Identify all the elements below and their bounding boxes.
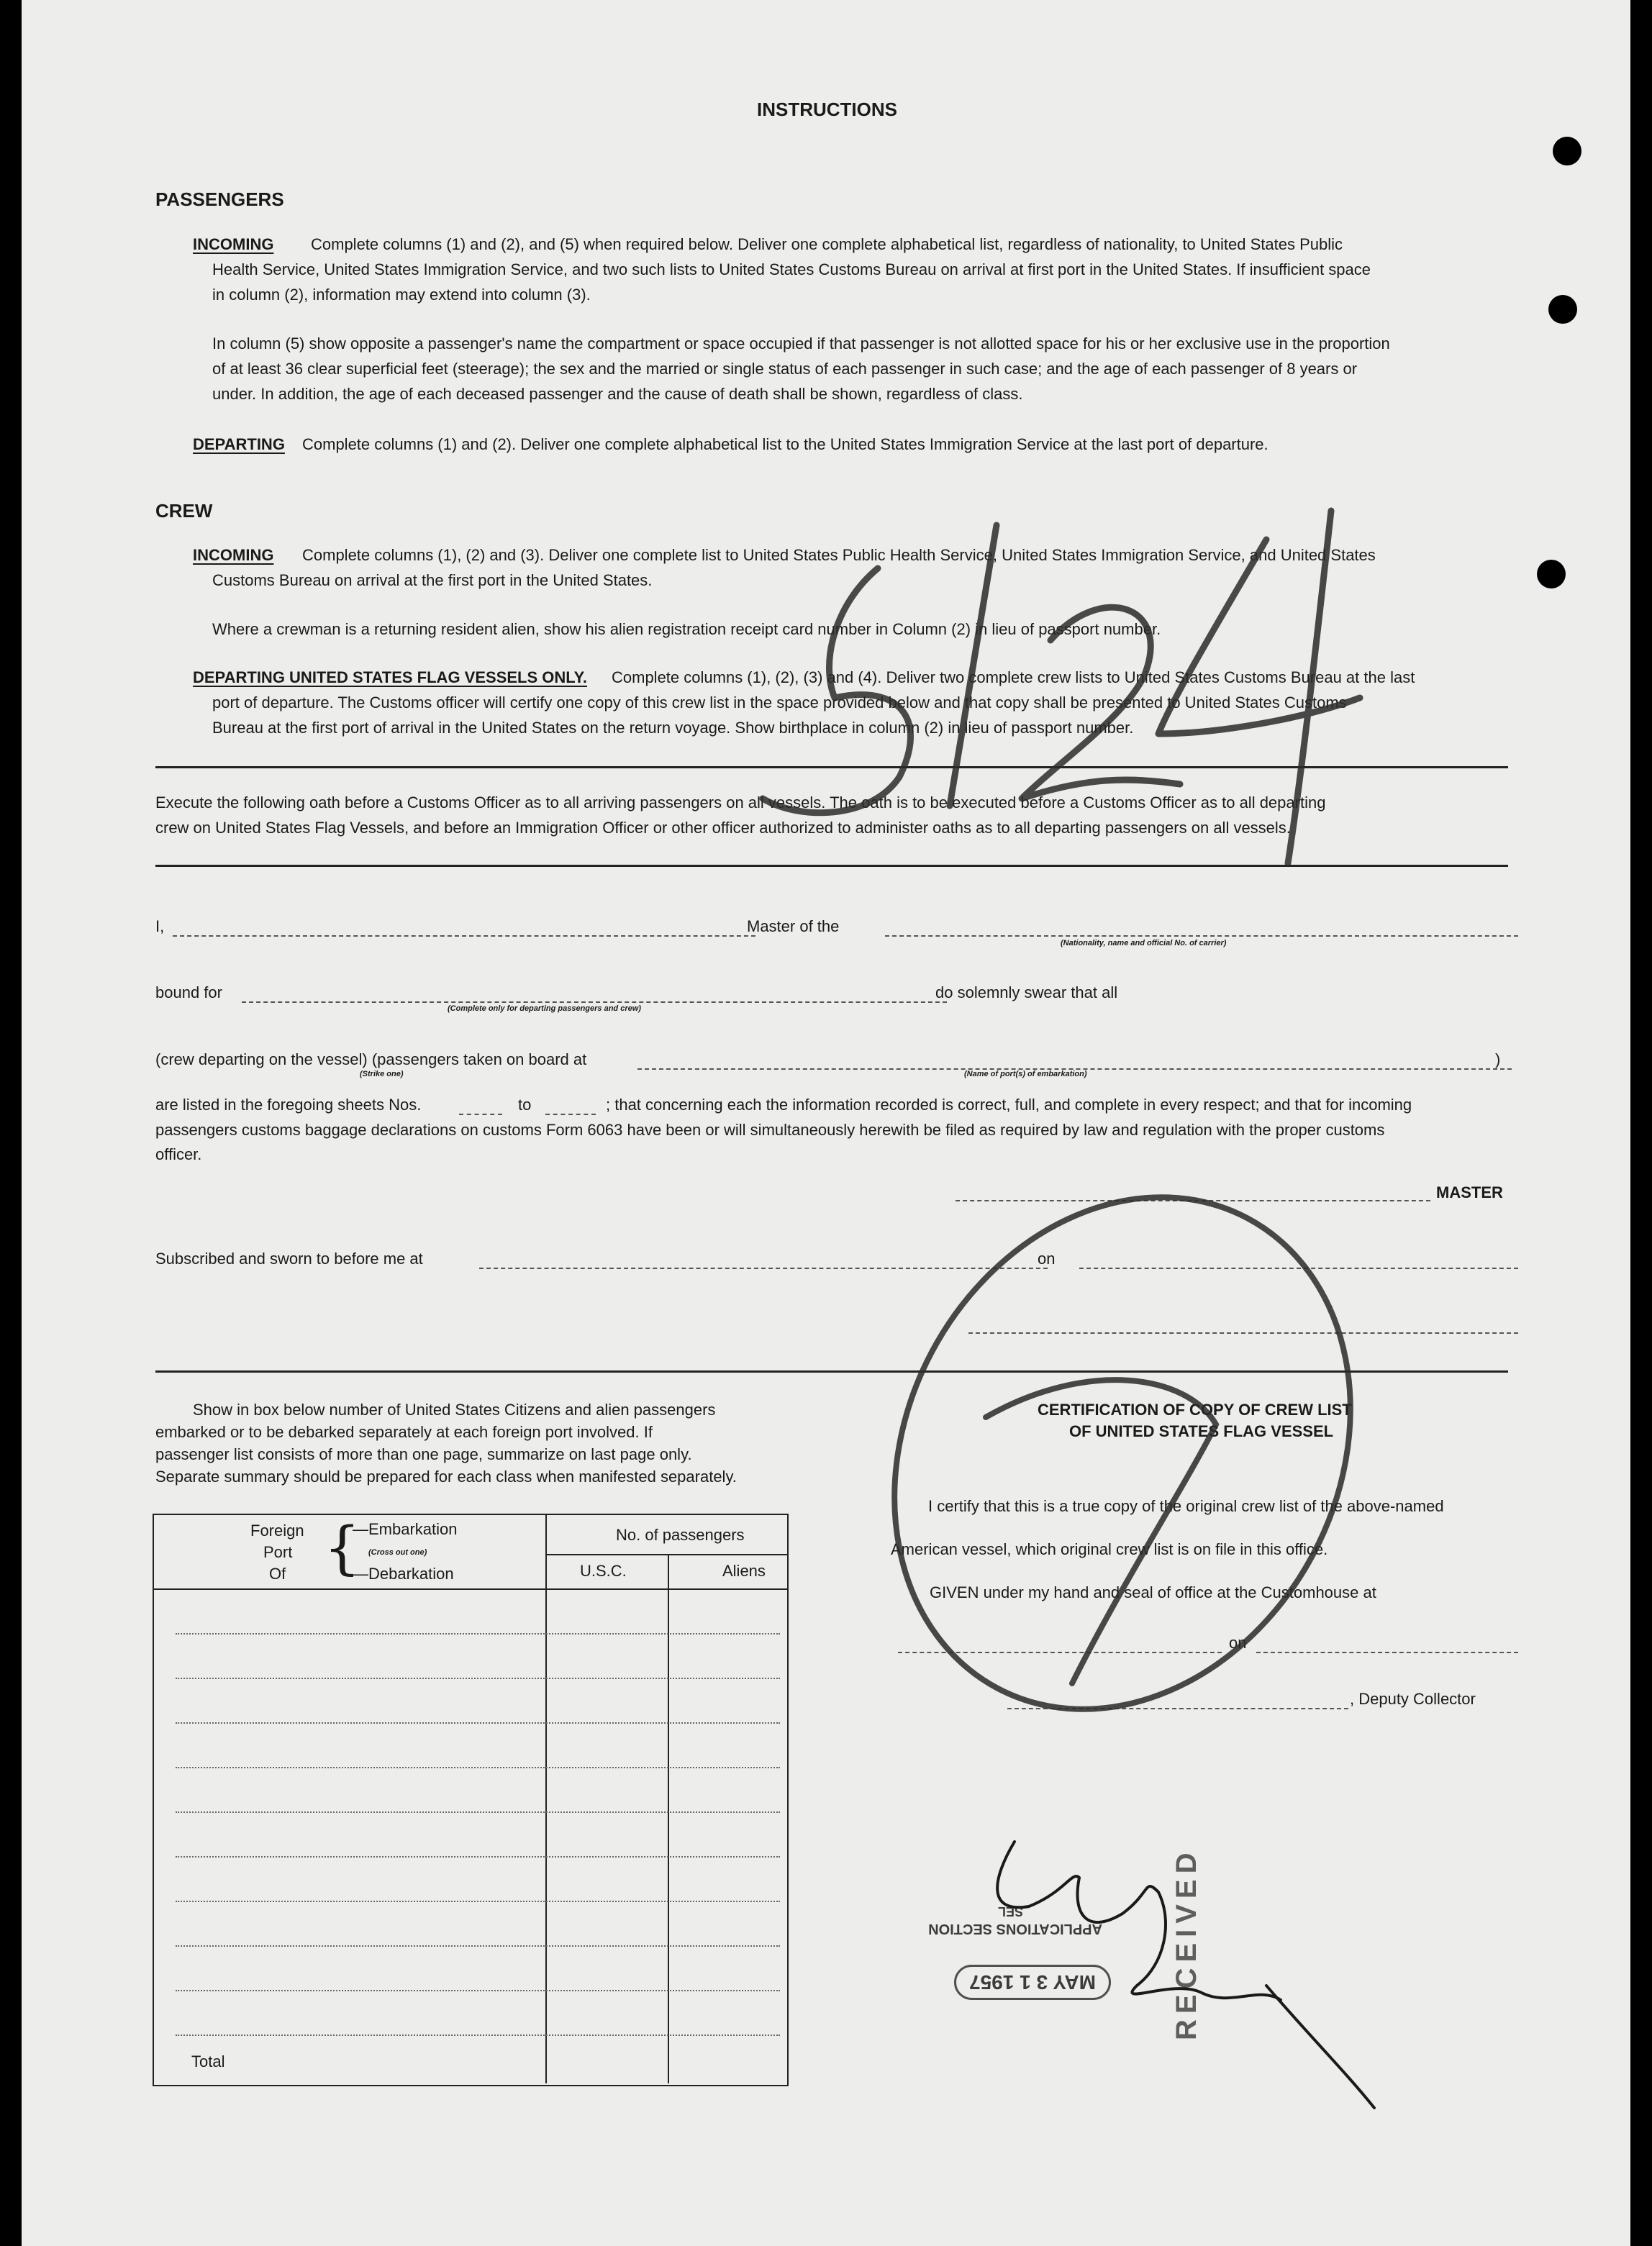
table-no-of-passengers: No. of passengers	[616, 1526, 745, 1544]
complete-only-note: (Complete only for departing passengers and crew)	[448, 1004, 641, 1013]
table-header-divider	[153, 1588, 787, 1590]
table-row[interactable]	[176, 1633, 780, 1635]
given-line: GIVEN under my hand and seal of office at the Customhouse at	[930, 1583, 1376, 1601]
table-row[interactable]	[176, 1722, 780, 1724]
crew-incoming-line-2: Customs Bureau on arrival at the first port in the United States.	[212, 571, 653, 589]
table-row[interactable]	[176, 1678, 780, 1679]
passengers-departing-label: DEPARTING	[193, 435, 285, 453]
punch-hole-middle	[1548, 295, 1577, 324]
table-col-divider-1	[545, 1514, 547, 2083]
officer-signature-field[interactable]	[968, 1332, 1518, 1334]
master-label: MASTER	[1436, 1183, 1503, 1201]
table-usc-header: U.S.C.	[580, 1562, 627, 1580]
divider-1	[155, 766, 1508, 768]
table-embarkation: —Embarkation	[353, 1520, 458, 1538]
crew-incoming-label: INCOMING	[193, 546, 274, 564]
stamp-received: RECEIVED	[1171, 1847, 1202, 2040]
passenger-summary-table	[153, 1514, 789, 2086]
master-signature-field[interactable]	[956, 1200, 1430, 1201]
subscribed-label: Subscribed and sworn to before me at	[155, 1250, 423, 1268]
oath-i-label: I,	[155, 917, 165, 935]
column5-line-3: under. In addition, the age of each deceased passenger and the cause of death shall be shown, regardless of class.	[212, 385, 1023, 403]
certification-title-1: CERTIFICATION OF COPY OF CREW LIST	[1038, 1401, 1352, 1419]
listed-line-1: ; that concerning each the information recorded is correct, full, and complete in every respect; and that for incoming	[606, 1096, 1412, 1114]
sheet-to-field[interactable]	[545, 1114, 596, 1115]
passengers-departing-text: Complete columns (1) and (2). Deliver one complete alphabetical list to the United States Immigration Service at the last port of departure.	[302, 435, 1268, 453]
certification-on-label: on	[1229, 1634, 1247, 1652]
certify-line-1: I certify that this is a true copy of the original crew list of the above-named	[928, 1497, 1444, 1515]
summary-line-3: passenger list consists of more than one page, summarize on last page only.	[155, 1445, 692, 1463]
passengers-incoming-label: INCOMING	[193, 235, 274, 253]
page-title: INSTRUCTIONS	[757, 99, 897, 120]
table-subheader-divider	[545, 1554, 787, 1555]
master-of-the-label: Master of the	[747, 917, 840, 935]
customhouse-field[interactable]	[898, 1652, 1222, 1653]
listed-line-2: passengers customs baggage declarations on customs Form 6063 have been or will simultaneously herewith be filed as required by law and regulation with the proper customs	[155, 1121, 1385, 1139]
crew-departing-line-3: Bureau at the first port of arrival in the United States on the return voyage. Show birthplace in column (2) in lieu of passport number.	[212, 719, 1134, 737]
strike-one-note: (Strike one)	[360, 1070, 404, 1078]
to-label: to	[518, 1096, 532, 1114]
deputy-collector-label: , Deputy Collector	[1350, 1690, 1476, 1708]
divider-3	[155, 1370, 1508, 1373]
summary-line-2: embarked or to be debarked separately at each foreign port involved. If	[155, 1423, 653, 1441]
punch-hole-top	[1553, 137, 1581, 165]
table-row[interactable]	[176, 1856, 780, 1858]
ports-note: (Name of port(s) of embarkation)	[964, 1070, 1087, 1078]
crew-incoming-line-1: Complete columns (1), (2) and (3). Deliver one complete list to United States Public Health Service, United States Immigration Service, and United States	[302, 546, 1376, 564]
sheet-from-field[interactable]	[459, 1114, 502, 1115]
crew-heading: CREW	[155, 500, 213, 522]
crew-departing-options: (crew departing on the vessel) (passengers taken on board at	[155, 1050, 587, 1068]
stamp-section: APPLICATIONS SECTION	[928, 1921, 1102, 1937]
oath-instruction-line-1: Execute the following oath before a Customs Officer as to all arriving passengers on all vessels. The oath is to be executed before a Customs Officer as to all departing	[155, 794, 1326, 811]
subscribed-place-field[interactable]	[479, 1268, 1048, 1269]
listed-line-3: officer.	[155, 1145, 202, 1163]
divider-2	[155, 865, 1508, 867]
certification-date-field[interactable]	[1256, 1652, 1518, 1653]
swear-label: do solemnly swear that all	[935, 983, 1118, 1001]
circled-number	[784, 1180, 1417, 1741]
received-stamp	[922, 1847, 1202, 2093]
crew-departing-line-1: Complete columns (1), (2), (3) and (4). Deliver two complete crew lists to United States Customs Bureau at the last	[612, 668, 1415, 686]
table-foreign: Foreign	[250, 1522, 304, 1540]
crew-returning-text: Where a crewman is a returning resident alien, show his alien registration receipt card number in Column (2) in lieu of passport number.	[212, 620, 1161, 638]
close-paren: )	[1495, 1050, 1501, 1068]
crew-departing-label: DEPARTING UNITED STATES FLAG VESSELS ONLY.	[193, 668, 588, 686]
passengers-incoming-line-2: Health Service, United States Immigration Service, and two such lists to United States Customs Bureau on arrival at first port in the United States. If insufficient space	[212, 260, 1371, 278]
form-sheet	[22, 0, 1630, 2246]
certification-title-2: OF UNITED STATES FLAG VESSEL	[1069, 1422, 1334, 1440]
table-debarkation: —Debarkation	[353, 1565, 454, 1583]
passengers-incoming-line-3: in column (2), information may extend into column (3).	[212, 286, 591, 304]
table-row[interactable]	[176, 1901, 780, 1902]
table-row[interactable]	[176, 2034, 780, 2036]
subscribed-date-field[interactable]	[1079, 1268, 1518, 1269]
carrier-field[interactable]	[885, 935, 1518, 937]
table-cross-out: (Cross out one)	[368, 1548, 427, 1557]
passengers-heading: PASSENGERS	[155, 188, 284, 210]
table-row[interactable]	[176, 1990, 780, 1991]
punch-hole-lower	[1537, 560, 1566, 588]
summary-line-4: Separate summary should be prepared for each class when manifested separately.	[155, 1468, 737, 1486]
bound-for-field[interactable]	[242, 1001, 947, 1003]
column5-line-1: In column (5) show opposite a passenger's name the compartment or space occupied if that passenger is not allotted space for his or her exclusive use in the proportion	[212, 335, 1390, 353]
table-port: Port	[263, 1543, 293, 1561]
table-row[interactable]	[176, 1767, 780, 1768]
table-of: Of	[269, 1565, 286, 1583]
bound-for-label: bound for	[155, 983, 222, 1001]
crew-departing-line-2: port of departure. The Customs officer will certify one copy of this crew list in the space provided below and that copy shall be presented to United States Customs	[212, 694, 1347, 711]
deputy-collector-field[interactable]	[1007, 1708, 1348, 1709]
passengers-incoming-line-1: Complete columns (1) and (2), and (5) when required below. Deliver one complete alphabetical list, regardless of nationality, to United States Public	[311, 235, 1343, 253]
table-aliens-header: Aliens	[722, 1562, 766, 1580]
summary-line-1: Show in box below number of United States Citizens and alien passengers	[193, 1401, 716, 1419]
brace-glyph: {	[324, 1514, 360, 1581]
oath-instruction-line-2: crew on United States Flag Vessels, and before an Immigration Officer or other officer authorized to administer oaths as to all departing passengers on all vessels.	[155, 819, 1291, 837]
nationality-note: (Nationality, name and official No. of carrier)	[1061, 939, 1227, 947]
listed-label: are listed in the foregoing sheets Nos.	[155, 1096, 422, 1114]
subscribed-on-label: on	[1038, 1250, 1056, 1268]
column5-line-2: of at least 36 clear superficial feet (steerage); the sex and the married or single status of each passenger in such case; and the age of each passenger of 8 years or	[212, 360, 1358, 378]
stamp-date: MAY 3 1 1957	[954, 1965, 1111, 2000]
stamp-code: SEL	[997, 1904, 1023, 1919]
master-name-field[interactable]	[173, 935, 755, 937]
table-row[interactable]	[176, 1811, 780, 1813]
table-row[interactable]	[176, 1945, 780, 1947]
certify-line-2: American vessel, which original crew list is on file in this office.	[891, 1540, 1328, 1558]
table-total: Total	[191, 2052, 225, 2070]
